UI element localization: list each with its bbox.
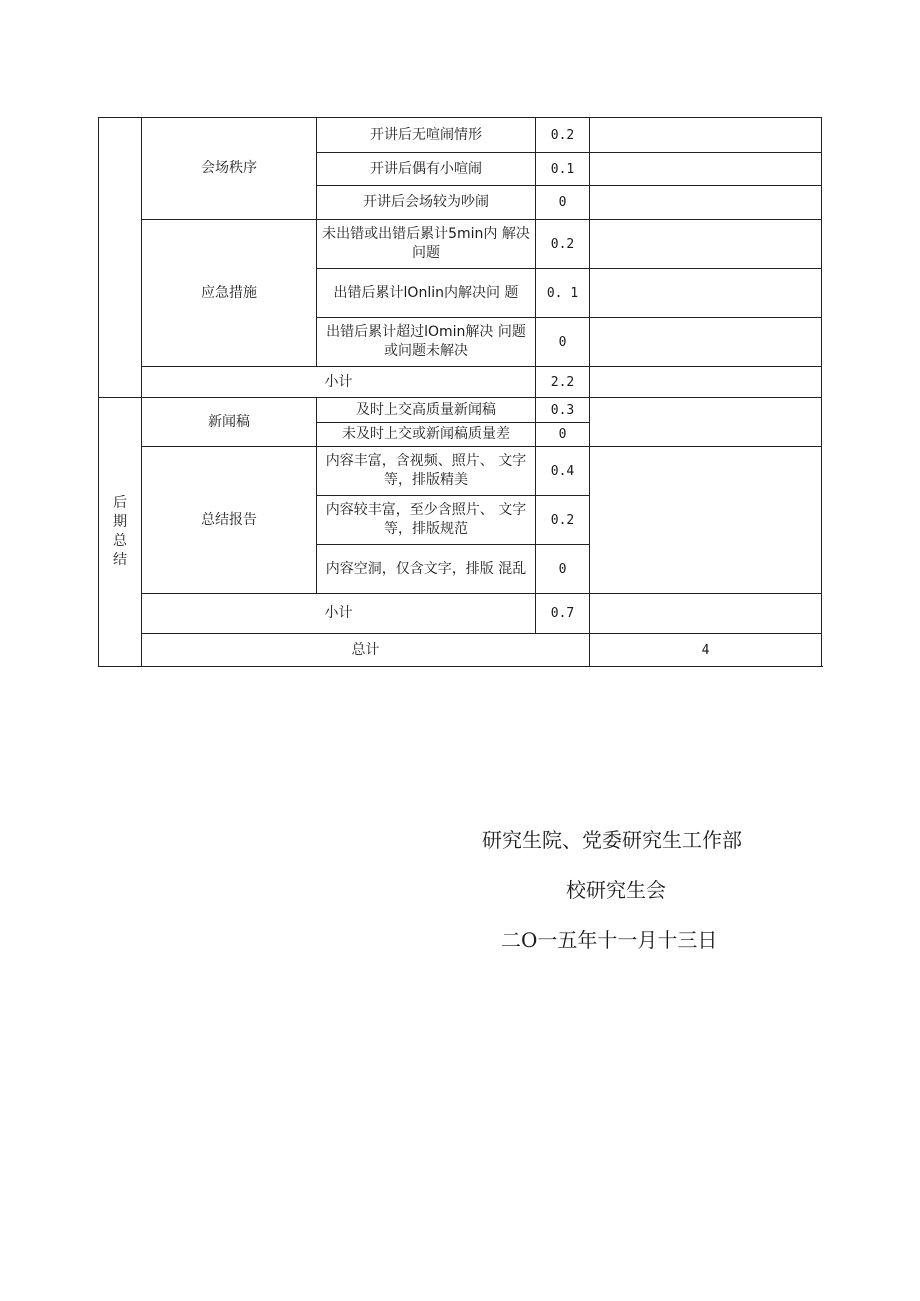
item-label: 应急措施 <box>142 220 317 367</box>
score: 0.1 <box>536 153 590 186</box>
criterion: 出错后累计lOnlin内解决问 题 <box>317 269 536 318</box>
issuing-organization-secondary: 校研究生会 <box>566 878 666 902</box>
item-label: 会场秩序 <box>142 118 317 220</box>
remark-cell <box>590 318 822 367</box>
table-row <box>99 220 822 269</box>
scoring-table <box>98 117 822 667</box>
remark-cell <box>590 118 822 153</box>
remark-cell <box>590 186 822 220</box>
score: 0.4 <box>536 447 590 496</box>
remark-cell <box>590 367 822 398</box>
score: 0 <box>536 318 590 367</box>
criterion: 内容丰富，含视频、照片、 文字等，排版精美 <box>317 447 536 496</box>
issue-date: 二O一五年十一月十三日 <box>501 928 718 952</box>
table-row <box>99 447 822 496</box>
subtotal-label: 小计 <box>142 594 536 634</box>
criterion: 开讲后会场较为吵闹 <box>317 186 536 220</box>
remark-cell <box>590 398 822 447</box>
total-row <box>99 634 822 667</box>
remark-cell <box>590 269 822 318</box>
table-row <box>99 398 822 423</box>
score: 0 <box>536 545 590 594</box>
criterion: 未出错或出错后累计5min内 解决问题 <box>317 220 536 269</box>
criterion: 开讲后偶有小喧闹 <box>317 153 536 186</box>
score: 0.3 <box>536 398 590 423</box>
total-label: 总计 <box>142 634 590 667</box>
remark-cell <box>590 447 822 594</box>
item-label: 总结报告 <box>142 447 317 594</box>
subtotal-score: 2.2 <box>536 367 590 398</box>
score: 0. 1 <box>536 269 590 318</box>
item-label: 新闻稿 <box>142 398 317 447</box>
criterion: 内容空洞，仅含文字，排版 混乱 <box>317 545 536 594</box>
subtotal-label: 小计 <box>142 367 536 398</box>
table-row <box>99 118 822 153</box>
score: 0.2 <box>536 118 590 153</box>
remark-cell <box>590 594 822 634</box>
criterion: 内容较丰富，至少含照片、 文字等，排版规范 <box>317 496 536 545</box>
criterion: 及时上交高质量新闻稿 <box>317 398 536 423</box>
issuing-organization: 研究生院、党委研究生工作部 <box>482 828 742 852</box>
score: 0 <box>536 186 590 220</box>
blank-category-cell <box>99 118 142 398</box>
subtotal-score: 0.7 <box>536 594 590 634</box>
category-label <box>99 398 142 667</box>
score: 0.2 <box>536 220 590 269</box>
score: 0 <box>536 423 590 447</box>
criterion: 出错后累计超过lOmin解决 问题或问题未解决 <box>317 318 536 367</box>
criterion: 开讲后无喧闹情形 <box>317 118 536 153</box>
category-label-text: 后期总结 <box>113 495 127 568</box>
total-score: 4 <box>590 634 822 667</box>
subtotal-row <box>99 367 822 398</box>
subtotal-row <box>99 594 822 634</box>
criterion: 未及时上交或新闻稿质量差 <box>317 423 536 447</box>
score: 0.2 <box>536 496 590 545</box>
remark-cell <box>590 153 822 186</box>
remark-cell <box>590 220 822 269</box>
